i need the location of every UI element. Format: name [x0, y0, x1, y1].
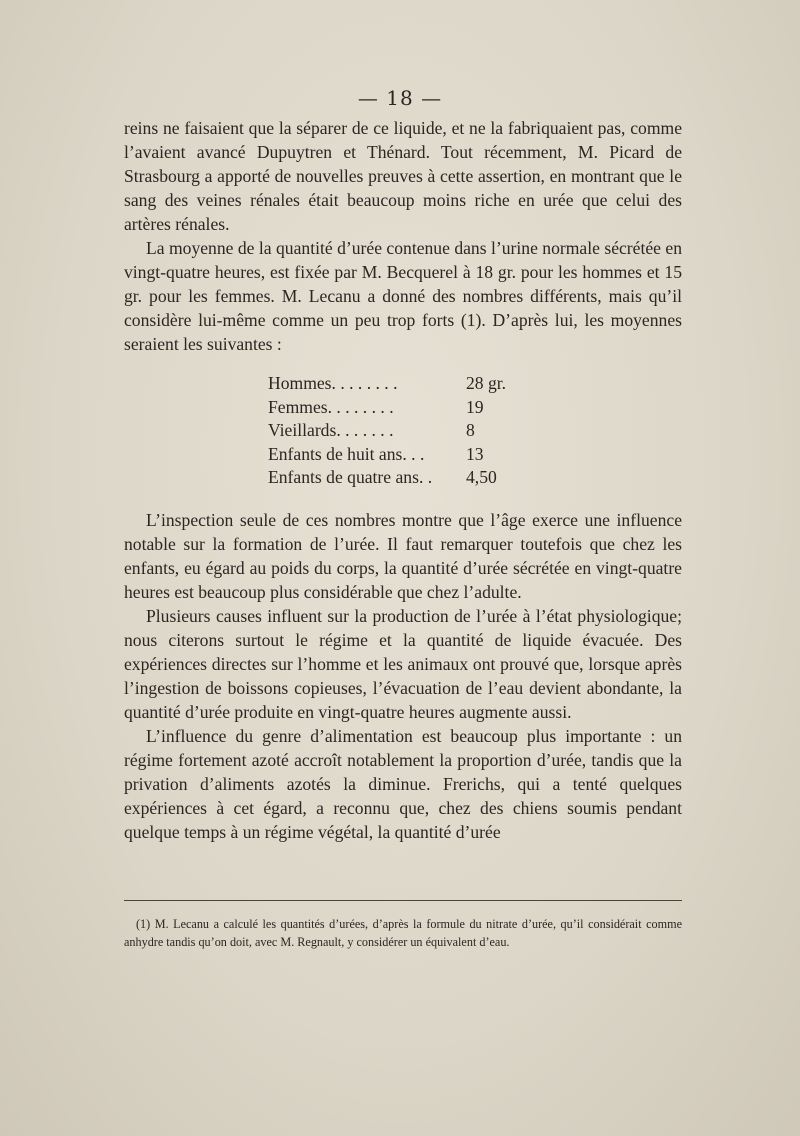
body-text-top [124, 116, 682, 356]
paragraph: La moyenne de la quantité d’urée contenue dans l’urine normale sécrétée en vingt-quatre heures, est fixée par M. Becquerel à 18 gr. pour les hommes et 15 gr. pour les femmes. M. Lecanu a donné des nombres différents, mais qu’il considère lui-même comme un peu trop forts (1). D’après lui, les moyennes seraient les suivantes : [124, 238, 682, 354]
footnote-rule [124, 900, 682, 901]
table-label: Femmes. . . . . . . . [268, 396, 394, 417]
table-row [268, 419, 568, 443]
page-number: — 18 — [357, 86, 443, 110]
table-value: 4,50 [466, 467, 497, 487]
table-label: Hommes. . . . . . . . [268, 373, 398, 393]
urea-averages-table [268, 372, 568, 490]
table-row [268, 372, 568, 396]
table-value: 8 [466, 420, 475, 440]
table-value: 28 gr. [466, 373, 507, 393]
table-label: Vieillards. . . . . . . [268, 420, 394, 440]
table-value: 13 [466, 443, 484, 464]
table-row [268, 443, 568, 467]
paragraph: Plusieurs causes influent sur la production de l’urée à l’état physiologique; nous citerons surtout le régime et la quantité de liquide évacuée. Des expériences directes sur l’homme et les animaux ont prouvé que, lorsque après l’ingestion de boissons copieuses, l’évacuation de l’eau devient abondante, la quantité d’urée produite en vingt-quatre heures augmente aussi. [124, 606, 682, 722]
footnote-text: (1) M. Lecanu a calculé les quantités d’urées, d’après la formule du nitrate d’urée, qu’il considérait comme anhydre tandis qu’on doit, avec M. Regnault, y considérer un équivalent d’eau. [124, 917, 682, 949]
footnote [124, 915, 682, 951]
table-row [268, 466, 568, 490]
paragraph: reins ne faisaient que la séparer de ce liquide, et ne la fabriquaient pas, comme l’avaient avancé Dupuytren et Thénard. Tout récemment, M. Picard de Strasbourg a apporté de nouvelles preuves à cette assertion, en montrant que le sang des veines rénales était beaucoup moins riche en urée que celui des artères rénales. [124, 118, 682, 234]
table-row [268, 396, 568, 420]
table-value: 19 [466, 396, 484, 417]
paragraph: L’influence du genre d’alimentation est beaucoup plus importante : un régime fortement azoté accroît notablement la proportion d’urée, tandis que la privation d’aliments azotés la diminue. Frerichs, qui a tenté quelques expériences à cet égard, a reconnu que, chez des chiens soumis pendant quelque temps à un régime végétal, la quantité d’urée [124, 726, 682, 842]
table-label: Enfants de quatre ans. . [268, 467, 433, 487]
paragraph: L’inspection seule de ces nombres montre que l’âge exerce une influence notable sur la formation de l’urée. Il faut remarquer toutefois que chez les enfants, eu égard au poids du corps, la quantité d’urée sécrétée en vingt-quatre heures est beaucoup plus considérable que chez l’adulte. [124, 510, 682, 602]
body-text-bottom [124, 508, 682, 844]
table-label: Enfants de huit ans. . . [268, 443, 425, 464]
